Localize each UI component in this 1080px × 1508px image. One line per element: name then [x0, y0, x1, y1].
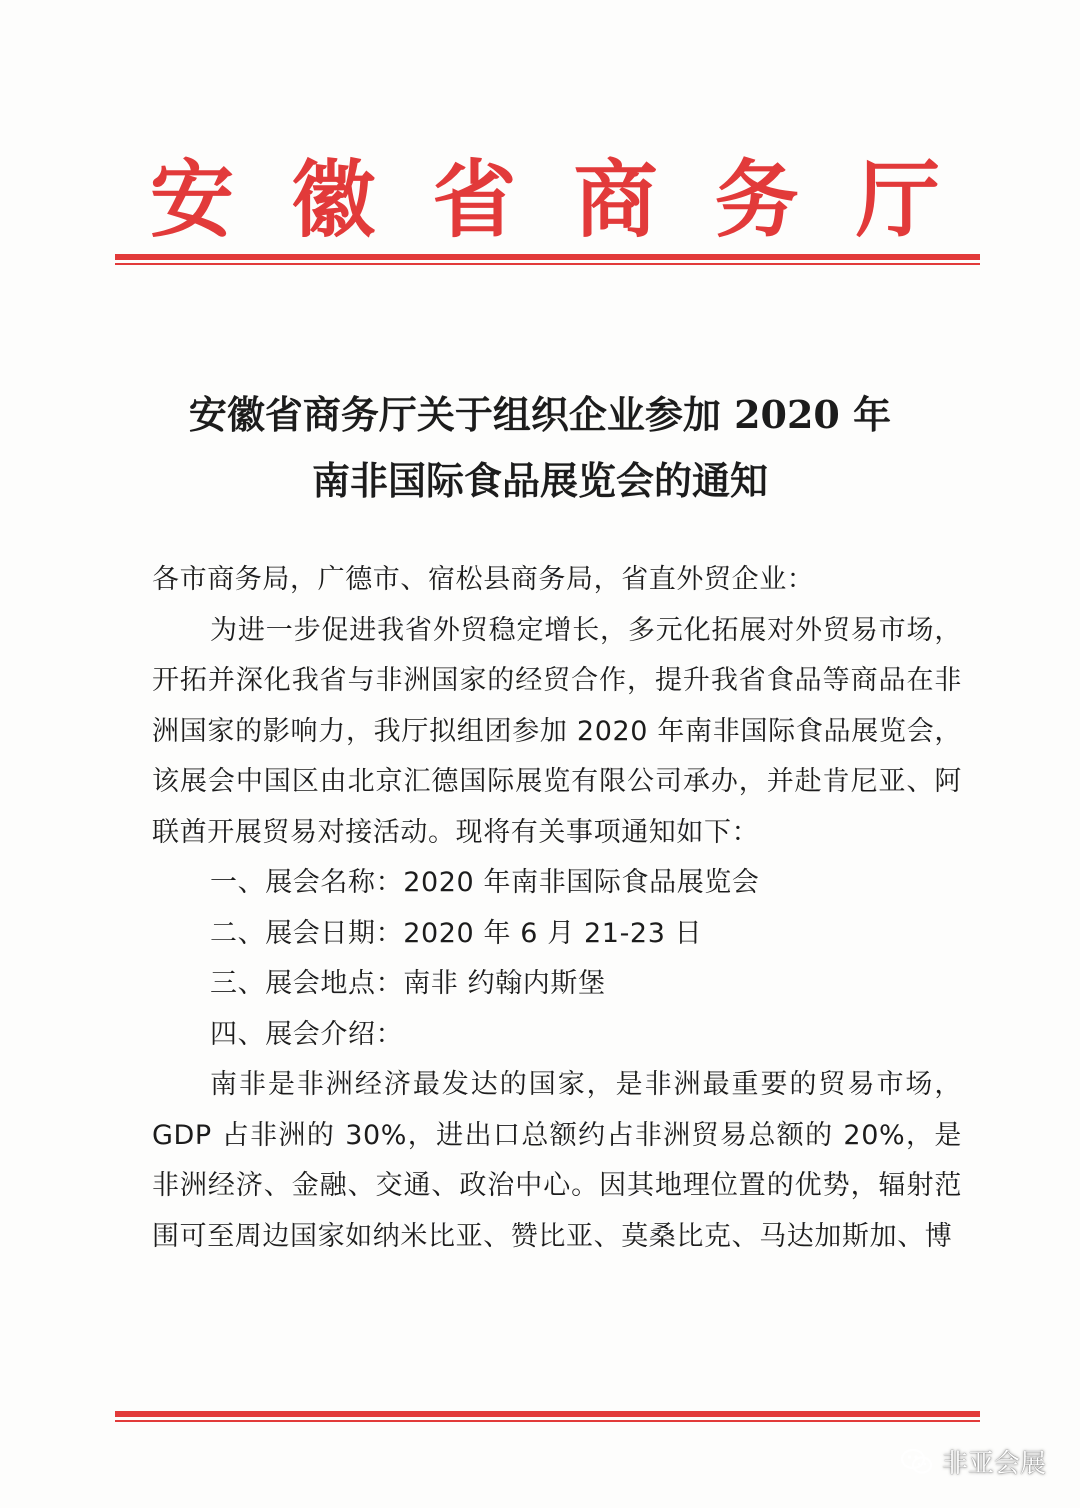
document-title-line-2: 南非国际食品展览会的通知 [311, 458, 768, 503]
list-item-exhibition-name: 一、展会名称：2020 年南非国际食品展览会 [210, 867, 760, 898]
letterhead-org-name [150, 150, 940, 250]
divider-thick-line [115, 254, 980, 260]
divider-thin-line [115, 263, 980, 265]
document-body [152, 555, 962, 1262]
wechat-icon [900, 1447, 934, 1477]
letterhead-char: 商 [573, 150, 658, 249]
footer-divider [115, 1411, 980, 1422]
divider-thin-line [115, 1420, 980, 1422]
list-item-exhibition-date: 二、展会日期：2020 年 6 月 21-23 日 [210, 917, 703, 949]
letterhead-char: 徽 [291, 150, 376, 249]
watermark [900, 1443, 1046, 1480]
letterhead-char: 安 [150, 150, 235, 249]
divider-thick-line [115, 1411, 980, 1417]
letterhead-char: 务 [714, 150, 799, 249]
letterhead-char: 厅 [855, 150, 940, 249]
letterhead-char: 省 [432, 150, 517, 249]
body-paragraph-south-africa: 南非是非洲经济最发达的国家，是非洲最重要的贸易市场，GDP 占非洲的 30%，进出口总额约占非洲贸易总额的 20%，是非洲经济、金融、交通、政治中心。因其地理位置的优势，辐射范围可至周边国家如纳米比亚、赞比亚、莫桑比克、马达加斯加、博 [152, 1069, 962, 1252]
list-item-exhibition-intro: 四、展会介绍： [210, 1018, 404, 1050]
watermark-text: 非亚会展 [941, 1449, 1046, 1479]
document-title [60, 382, 1020, 514]
salutation: 各市商务局，广德市、宿松县商务局，省直外贸企业： [152, 564, 815, 595]
document-title-line-1: 安徽省商务厅关于组织企业参加 2020 年 [188, 392, 892, 437]
letterhead-top-divider [115, 254, 980, 265]
list-item-exhibition-venue: 三、展会地点：南非 约翰内斯堡 [210, 968, 606, 999]
body-paragraph-intro: 为进一步促进我省外贸稳定增长，多元化拓展对外贸易市场，开拓并深化我省与非洲国家的经贸合作，提升我省食品等商品在非洲国家的影响力，我厅拟组团参加 2020 年南非国际食品展览会，该展会中国区由北京汇德国际展览有限公司承办，并赴肯尼亚、阿联酋开展贸易对接活动。现将有关事项通知如下： [152, 614, 962, 848]
